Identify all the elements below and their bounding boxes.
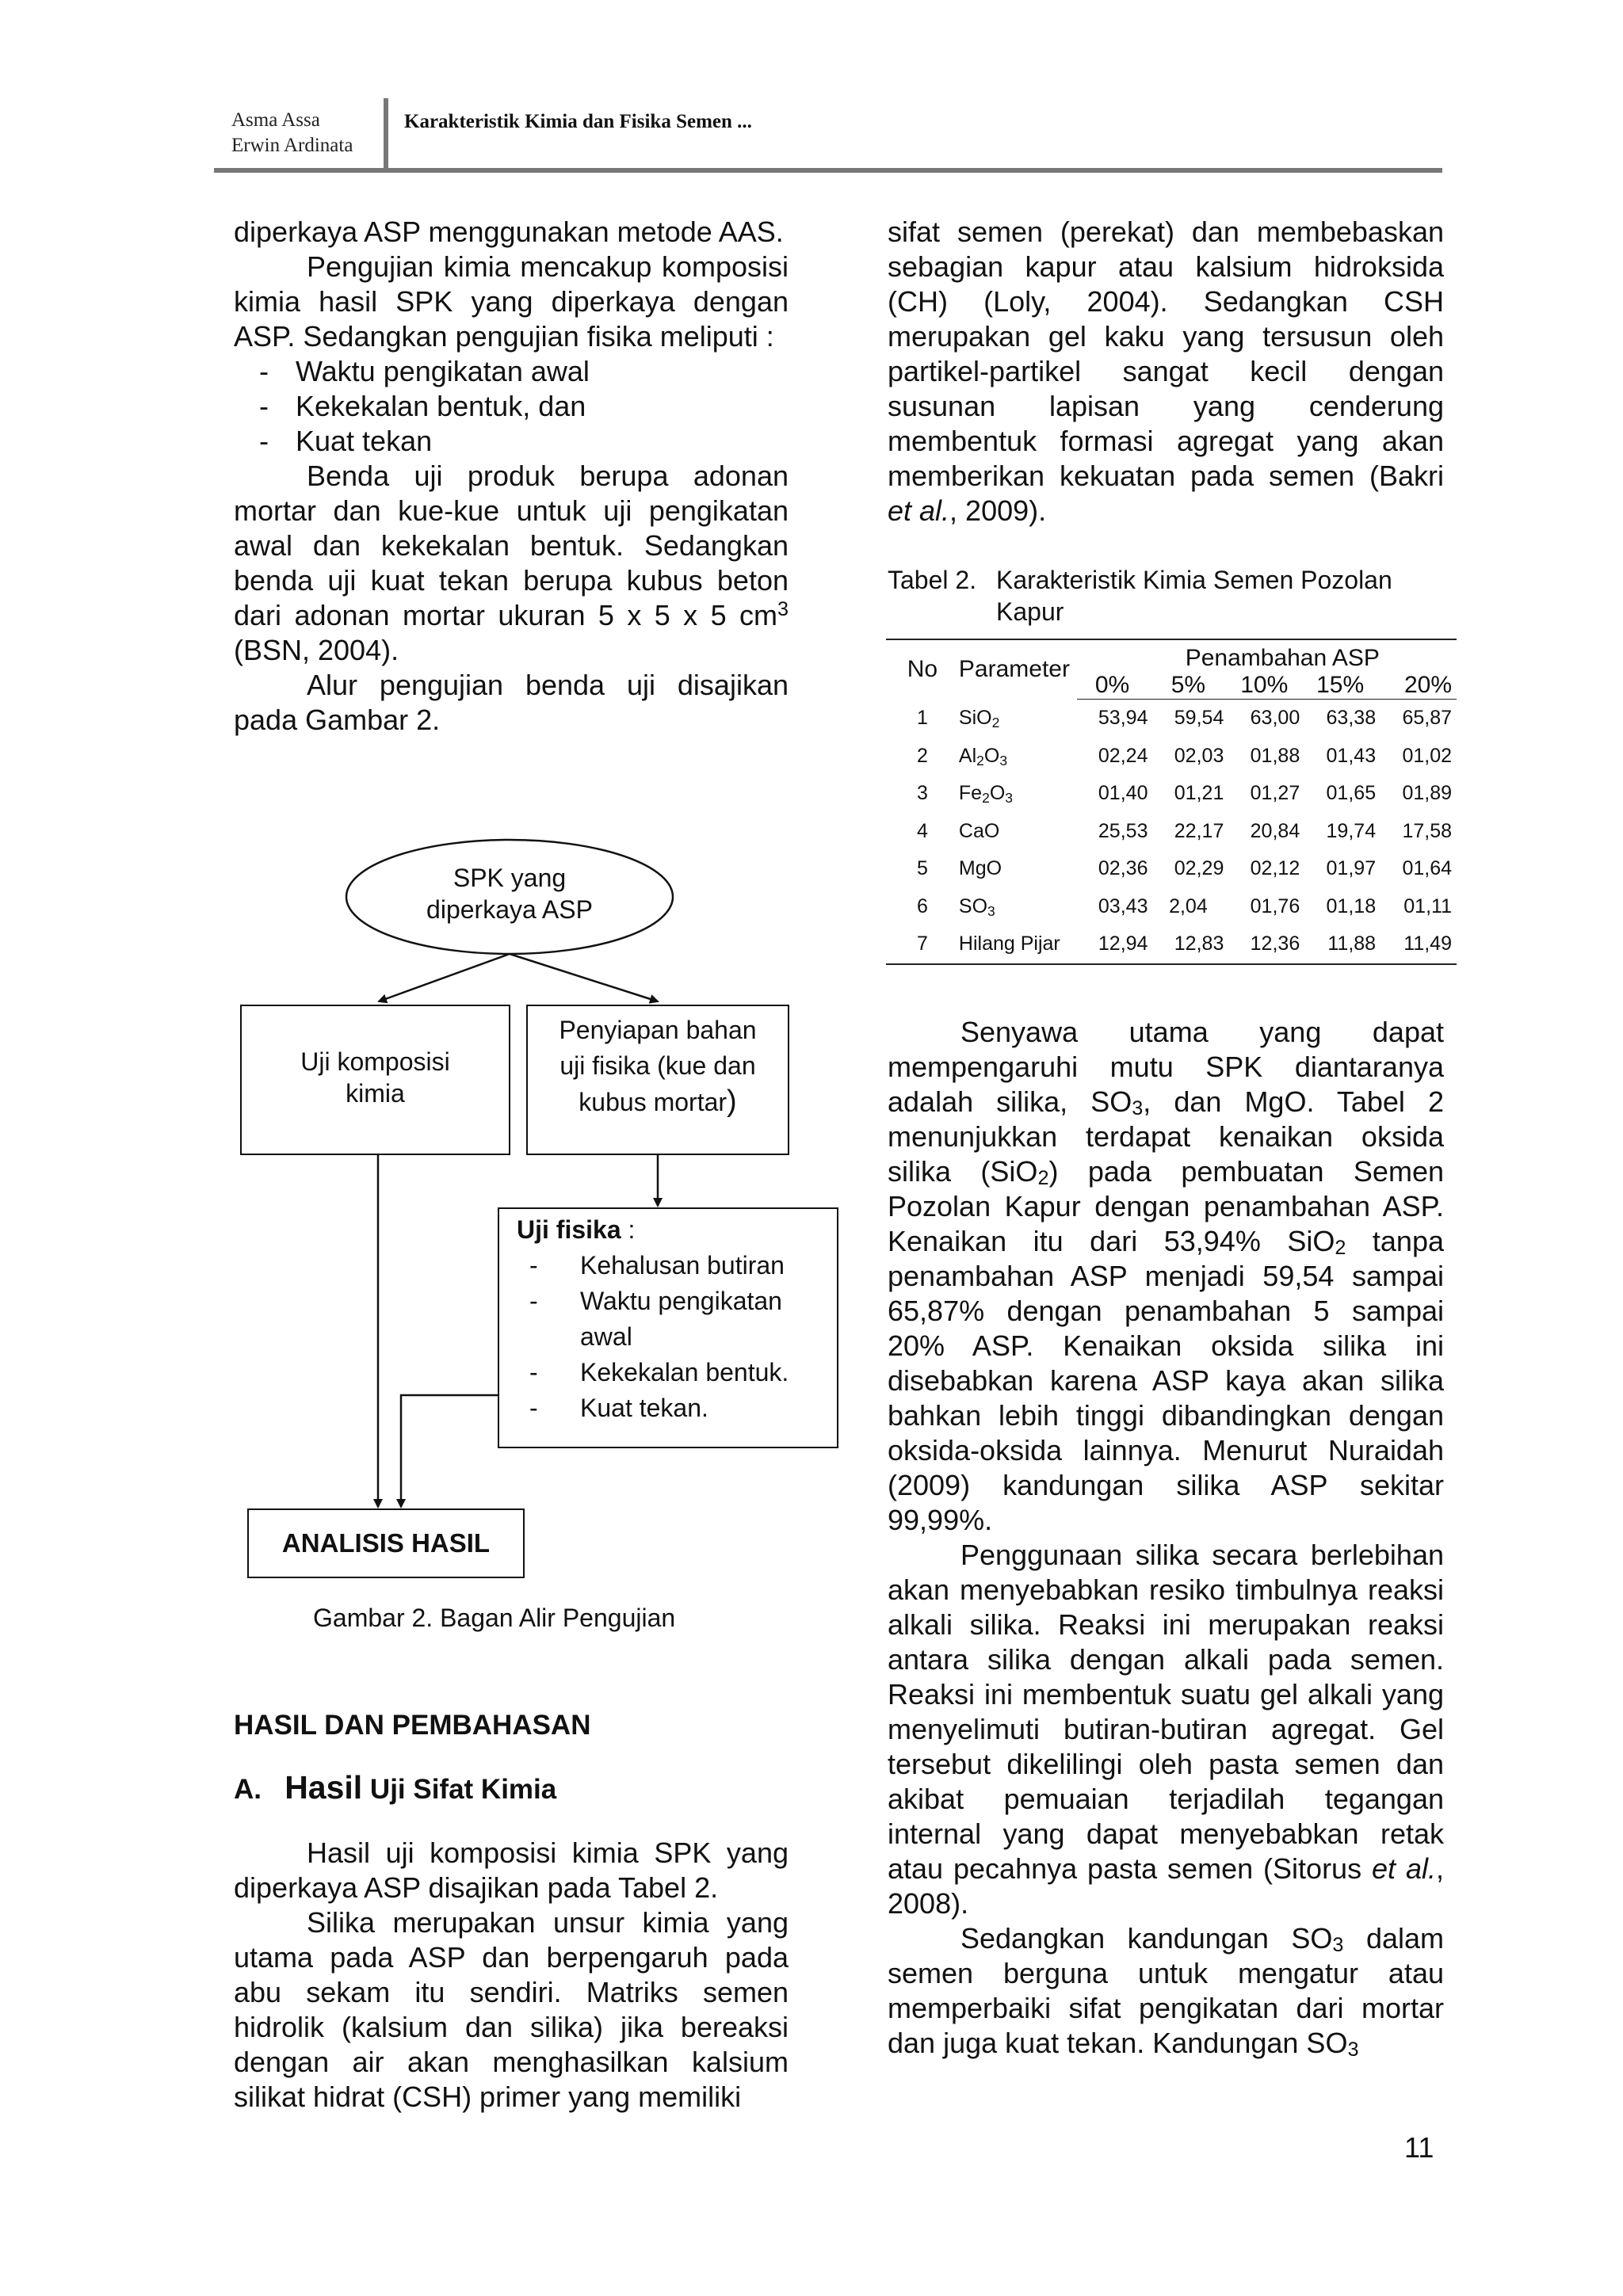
table-cell: 65,87 [1402,707,1452,730]
left-column-results [234,1836,789,2115]
table-cell: 01,21 [1174,782,1224,805]
paragraph: Alur pengujian benda uji disajikan pada Gambar 2. [234,669,789,736]
table-cell: 02,12 [1250,857,1300,880]
table-cell: 20,84 [1250,819,1300,842]
table-row [886,700,1457,738]
flowchart-label-penyiapan: Penyiapan bahan uji fisika (kue dan kubus mortar) [559,1016,757,1118]
section-heading: HASIL DAN PEMBAHASAN [234,1710,591,1741]
table-cell: 19,74 [1326,819,1377,842]
right-column-text-bottom [888,1015,1444,2061]
table-cell: 01,64 [1402,857,1452,880]
table-cell: 63,00 [1250,707,1300,730]
table-cell: 01,65 [1326,782,1377,805]
subsection-heading: A. Hasil Uji Sifat Kimia [234,1769,557,1806]
table-cell: 01,11 [1403,894,1452,917]
list-item: awal [580,1322,632,1351]
paragraph: Benda uji produk berupa adonan mortar dan kue-kue untuk uji pengikatan awal dan kekekalan bentuk. Sedangkan benda uji kuat tekan berupa kubus beton dari adonan mortar ukuran 5 x 5 x 5 $cm^3$ (BSN, 2004). [234,460,789,666]
table-row [886,925,1457,964]
table-cell: CaO [958,819,1000,842]
list-item: - Kekekalan bentuk, dan [259,390,586,422]
table-cell: 7 [886,925,959,964]
table-cell: Hilang Pijar [959,925,1077,964]
table-cell: 3 [917,782,928,805]
table-cell: 17,58 [1402,819,1452,842]
list-item: - Kuat tekan. [529,1394,708,1422]
header-rule [214,168,1442,173]
list-item: - Kehalusan butiran [529,1251,785,1280]
physical-test-list [234,354,789,459]
arrow-to-uji-kimia [379,954,510,1001]
header-author-1: Asma Assa [231,109,320,131]
left-column-text [234,215,789,738]
chemical-properties-table [886,639,1457,965]
table-cell: 12,83 [1152,925,1228,964]
table-row [886,775,1457,813]
table-cell: $SO_3$ [958,894,995,919]
table-cell: 4 [917,819,928,842]
table-header-group: Penambahan ASP [1077,639,1457,672]
list-item: - Kuat tekan [259,425,433,457]
header-running-title: Karakteristik Kimia dan Fisika Semen ... [404,111,752,132]
table-cell: 2 [917,744,928,767]
table-row [886,850,1457,888]
list-item: - Kekekalan bentuk. [529,1358,789,1386]
table-cell: 53,94 [1098,707,1148,730]
table-header-parameter: Parameter [959,639,1077,700]
table-cell: 02,03 [1174,744,1224,767]
paragraph: Senyawa utama yang dapat mempengaruhi mutu SPK diantaranya adalah silika, $SO_3$, dan MgO. Tabel 2 menunjukkan terdapat kenaikan oksida silika (SiO$_2$) pada pembuatan Semen Pozolan Kapur dengan penambahan ASP. Kenaikan itu dari 53,94% SiO$_2$ tanpa penambahan ASP menjadi 59,54 sampai 65,87% dengan penambahan 5 sampai 20% ASP. Kenaikan oksida silika ini disebabkan karena ASP kaya akan silika bahkan lebih tinggi dibandingkan dengan oksida-oksida lainnya. Menurut Nuraidah (2009) kandungan silika ASP sekitar 99,99%. [888,1016,1444,1536]
table-cell: 25,53 [1098,819,1148,842]
header-author-2: Erwin Ardinata [231,135,353,156]
table-cell: 59,54 [1174,707,1224,730]
table-cell: $Al_2O_3$ [958,744,1008,769]
paragraph: Penggunaan silika secara berlebihan akan menyebabkan resiko timbulnya reaksi alkali silika. Reaksi ini merupakan reaksi antara silika dengan alkali pada semen. Reaksi ini membentuk suatu gel alkali yang menyelimuti butiran-butiran agregat. Gel tersebut dikelilingi oleh pasta semen dan akibat pemuaian terjadilah tegangan internal yang dapat menyebabkan retak atau pecahnya pasta semen (Sitorus et al., 2008). [888,1539,1445,1920]
flowchart-label-analisis: ANALISIS HASIL [281,1528,491,1558]
arrow-to-penyiapan [510,954,658,1001]
table-cell: 01,76 [1250,894,1300,917]
table-cell: 22,17 [1174,819,1224,842]
paragraph: Pengujian kimia mencakup komposisi kimia hasil SPK yang diperkaya dengan ASP. Sedangkan pengujian fisika meliputi : [234,250,789,353]
table-cell: $Fe_2O_3$ [958,782,1014,807]
table-cell: 63,38 [1326,707,1377,730]
list-item: - Waktu pengikatan awal [259,355,590,387]
table-cell: 02,24 [1098,744,1148,767]
flowchart-start-label: SPK yang diperkaya ASP [426,864,593,924]
table-cell: MgO [958,857,1002,880]
table-row [886,888,1457,926]
table-header-level: 10% [1228,672,1304,700]
table-cell: 01,97 [1326,857,1377,880]
list-item: - Waktu pengikatan [529,1287,782,1315]
flowchart-label-uji-kimia: Uji komposisi kimia [300,1047,450,1108]
table-header-level: 0% [1077,672,1153,700]
table-cell: 12,94 [1077,925,1153,964]
table-row [886,738,1457,776]
table-header-level: 20% [1381,672,1457,700]
table-cell: 01,89 [1402,782,1452,805]
table-caption: Tabel 2. Karakteristik Kimia Semen Pozolan Kapur [888,566,1392,626]
table-cell: 01,02 [1402,744,1452,767]
table-header-no: No [886,639,959,700]
paragraph: diperkaya ASP menggunakan metode AAS. [234,215,784,248]
table-cell: 5 [917,857,928,880]
table-cell: 02,29 [1174,857,1224,880]
table-cell: 1 [917,707,928,729]
arrow-fisika-to-analisis [401,1395,498,1507]
table-cell: SiO$_2$ [958,707,1000,730]
paragraph: sifat semen (perekat) dan membebaskan sebagian kapur atau kalsium hidroksida (CH) (Loly, 2004). Sedangkan CSH merupakan gel kaku yang tersusun oleh partikel-partikel sangat kecil dengan susunan lapisan yang cenderung membentuk formasi agregat yang akan memberikan kekuatan pada semen (Bakri et al., 2009). [888,215,1444,527]
table-cell: 11,88 [1304,925,1381,964]
table-cell: 01,18 [1326,894,1377,917]
header-divider-vertical [384,98,388,170]
paragraph: Silika merupakan unsur kimia yang utama pada ASP dan berpengaruh pada abu sekam itu sendiri. Matriks semen hidrolik (kalsium dan silika) jika bereaksi dengan air akan menghasilkan kalsium silikat hidrat (CSH) primer yang memiliki [234,1906,789,2113]
table-cell: 6 [917,894,928,917]
table-header-level: 5% [1152,672,1228,700]
table-cell: 12,36 [1228,925,1304,964]
table-header-level: 15% [1304,672,1381,700]
right-column-text-top [888,215,1444,528]
table-cell: 01,27 [1250,782,1300,805]
flowchart-label-uji-fisika: Uji fisika : - Kehalusan butiran - Waktu pengikatan awal - Kekekalan bentuk. - Kuat tekan. [514,1212,831,1426]
figure-caption: Gambar 2. Bagan Alir Pengujian [313,1604,676,1632]
table-cell: 02,36 [1098,857,1148,880]
paragraph: Hasil uji komposisi kimia SPK yang diperkaya ASP disajikan pada Tabel 2. [234,1836,789,1904]
table-header-row [886,639,1457,672]
paragraph: Sedangkan kandungan $SO_3$ dalam semen berguna untuk mengatur atau memperbaiki sifat pengikatan dari mortar dan juga kuat tekan. Kandungan $SO_3$ [888,1922,1444,2061]
table-cell: 01,40 [1098,782,1148,805]
table-cell: 01,88 [1250,744,1300,767]
table-row [886,813,1457,851]
table-cell: 03,43 [1098,894,1148,917]
table-cell: 11,49 [1381,925,1457,964]
page-number: 11 [1404,2131,1434,2164]
table-cell: 2,04 [1169,894,1208,917]
table-cell: 01,43 [1326,744,1377,767]
